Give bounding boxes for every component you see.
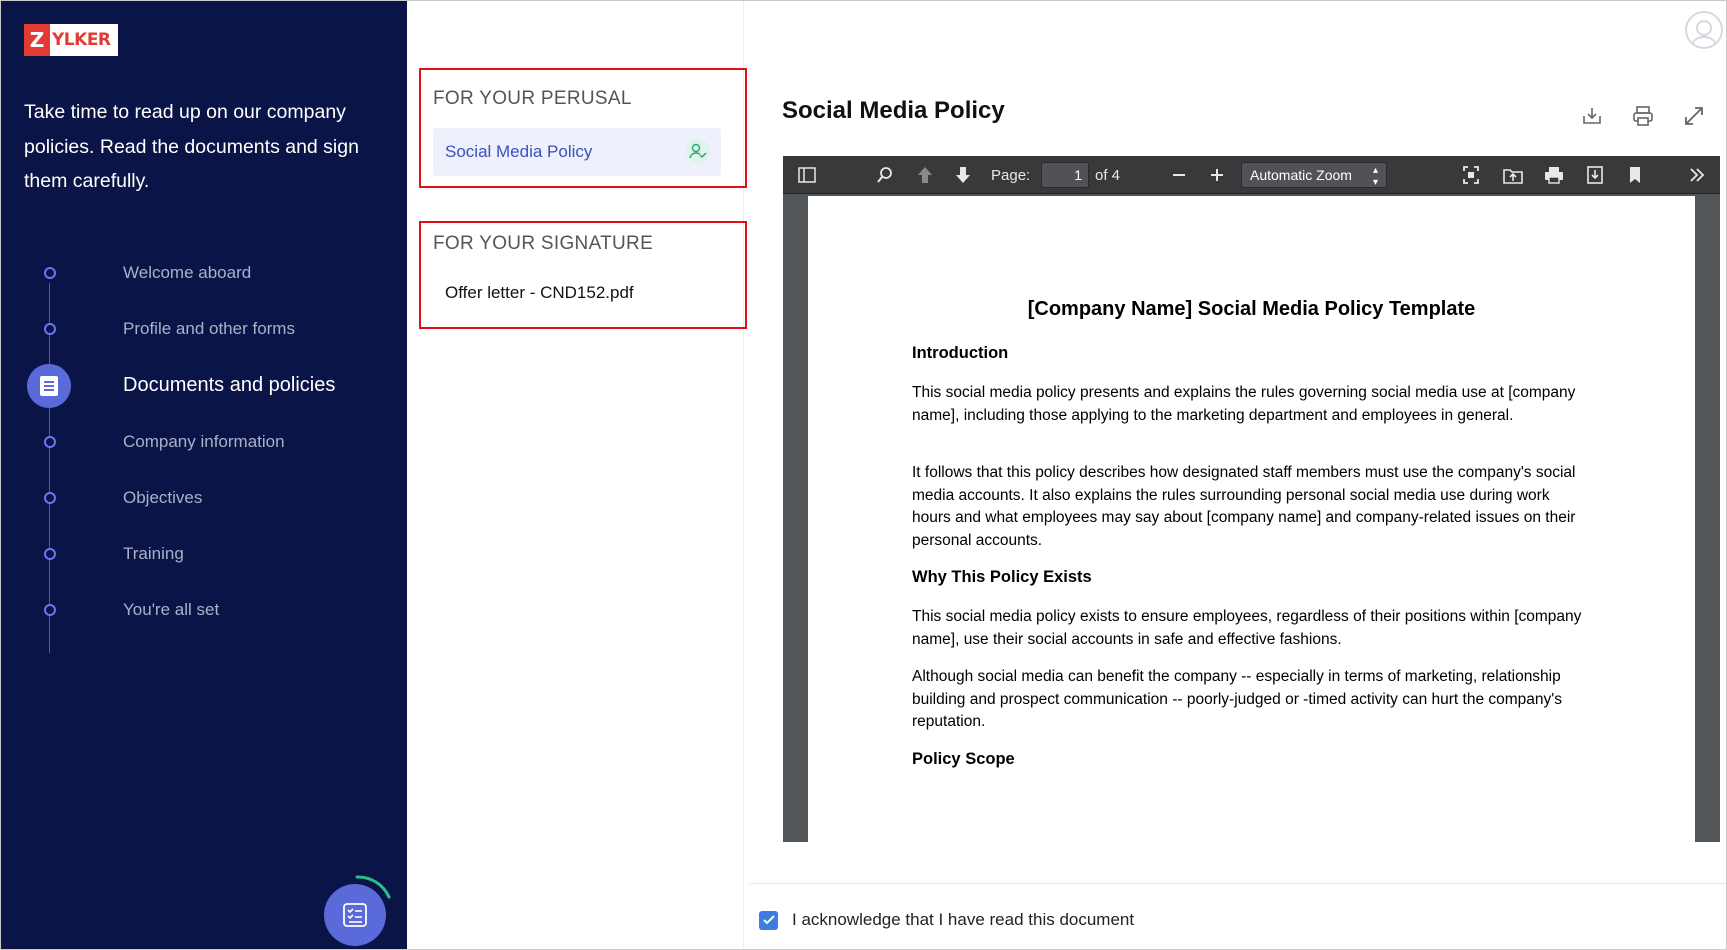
signature-group: [419, 221, 747, 329]
documents-list-panel: [407, 1, 744, 949]
step-dot-icon: [44, 492, 56, 504]
checklist-button[interactable]: [324, 884, 386, 946]
open-file-icon[interactable]: [1502, 164, 1524, 186]
step-welcome-aboard[interactable]: [1, 253, 407, 293]
page-label: Page:: [991, 166, 1031, 184]
step-label: Welcome aboard: [123, 263, 252, 282]
step-label: You're all set: [123, 600, 220, 619]
pdf-paragraph: This social media policy exists to ensure employees, regardless of their positions within [company name], use their social accounts in safe and effective fashions.: [912, 608, 1582, 648]
pdf-toolbar: [783, 156, 1720, 194]
perusal-group: [419, 68, 747, 188]
pdf-section-title: Policy Scope: [912, 750, 1015, 768]
divider: [749, 883, 1726, 884]
pdf-viewer: [783, 156, 1720, 842]
logo-text: YLKER: [52, 30, 111, 50]
select-arrows-icon: ▴ ▾: [1372, 165, 1378, 188]
pdf-page: [808, 196, 1695, 842]
expand-icon[interactable]: [1682, 104, 1706, 128]
step-label: Training: [123, 544, 184, 563]
pdf-section-title: Introduction: [912, 344, 1009, 362]
step-label: Company information: [123, 432, 285, 451]
doc-item-label: Social Media Policy: [445, 142, 593, 161]
presentation-mode-icon[interactable]: [1461, 164, 1481, 186]
step-objectives[interactable]: [1, 478, 407, 518]
acknowledge-checkbox[interactable]: [759, 911, 778, 930]
print-icon[interactable]: [1631, 104, 1655, 128]
tools-chevron-icon[interactable]: [1687, 164, 1707, 186]
document-viewer-panel: [745, 1, 1726, 949]
step-dot-icon: [44, 548, 56, 560]
previous-page-icon[interactable]: [915, 164, 935, 186]
pdf-paragraph: This social media policy presents and explains the rules governing social media use at [company name], including those applying to the marketing department and employees in general.: [912, 384, 1576, 424]
sidebar: [1, 1, 407, 949]
zoom-value: Automatic Zoom: [1250, 167, 1352, 183]
page-total: of 4: [1095, 166, 1121, 184]
pdf-heading: [Company Name] Social Media Policy Template: [1027, 298, 1476, 320]
viewer-download-icon[interactable]: [1585, 164, 1605, 186]
step-training[interactable]: [1, 534, 407, 574]
zoom-in-icon[interactable]: [1207, 164, 1227, 186]
step-label: Objectives: [123, 488, 203, 507]
document-title: Social Media Policy: [782, 97, 1005, 124]
acknowledge-row[interactable]: [759, 909, 1134, 931]
pdf-paragraph: It follows that this policy describes how designated staff members must use the company's social media accounts. It also explains the rules surrounding personal social media use during work hours and what employees may say about [company name] and company-related issues on their personal accounts.: [912, 464, 1576, 549]
viewer-print-icon[interactable]: [1543, 164, 1565, 186]
sidebar-toggle-icon[interactable]: [797, 164, 817, 186]
step-dot-icon: [44, 267, 56, 279]
user-check-icon: [685, 138, 711, 164]
step-label: Profile and other forms: [123, 319, 295, 338]
doc-item-label: Offer letter - CND152.pdf: [445, 283, 634, 302]
acknowledge-label: I acknowledge that I have read this document: [792, 910, 1135, 929]
doc-item-social-media-policy[interactable]: [433, 128, 721, 176]
download-icon[interactable]: [1580, 104, 1604, 128]
step-profile-and-other-forms[interactable]: [1, 309, 407, 349]
user-avatar[interactable]: [1685, 11, 1723, 49]
step-documents-and-policies[interactable]: [1, 366, 407, 406]
sidebar-intro: Take time to read up on our company policies. Read the documents and sign them carefully.: [24, 101, 359, 192]
next-page-icon[interactable]: [953, 164, 973, 186]
zoom-out-icon[interactable]: [1169, 164, 1189, 186]
user-icon: [1687, 13, 1723, 49]
page-number-input[interactable]: 1: [1041, 162, 1089, 188]
zylker-logo: [24, 24, 118, 56]
step-company-information[interactable]: [1, 422, 407, 462]
document-icon: [27, 364, 71, 408]
pdf-paragraph: Although social media can benefit the company -- especially in terms of marketing, relationship building and prospect communication -- poorly-judged or -timed activity can hurt the company's reputation.: [912, 668, 1562, 730]
step-label: Documents and policies: [123, 374, 336, 396]
signature-title: FOR YOUR SIGNATURE: [433, 233, 654, 254]
perusal-title: FOR YOUR PERUSAL: [433, 88, 632, 109]
doc-item-offer-letter[interactable]: [433, 269, 721, 317]
checkmark-icon: [762, 913, 776, 927]
step-youre-all-set[interactable]: [1, 590, 407, 630]
step-dot-icon: [44, 604, 56, 616]
zoom-select[interactable]: [1241, 162, 1387, 188]
logo-letter: Z: [24, 24, 50, 56]
bookmark-icon[interactable]: [1626, 164, 1644, 186]
checklist-icon: [342, 902, 368, 928]
pdf-section-title: Why This Policy Exists: [912, 568, 1092, 586]
step-dot-icon: [44, 436, 56, 448]
step-dot-icon: [44, 323, 56, 335]
search-icon[interactable]: [875, 164, 895, 186]
